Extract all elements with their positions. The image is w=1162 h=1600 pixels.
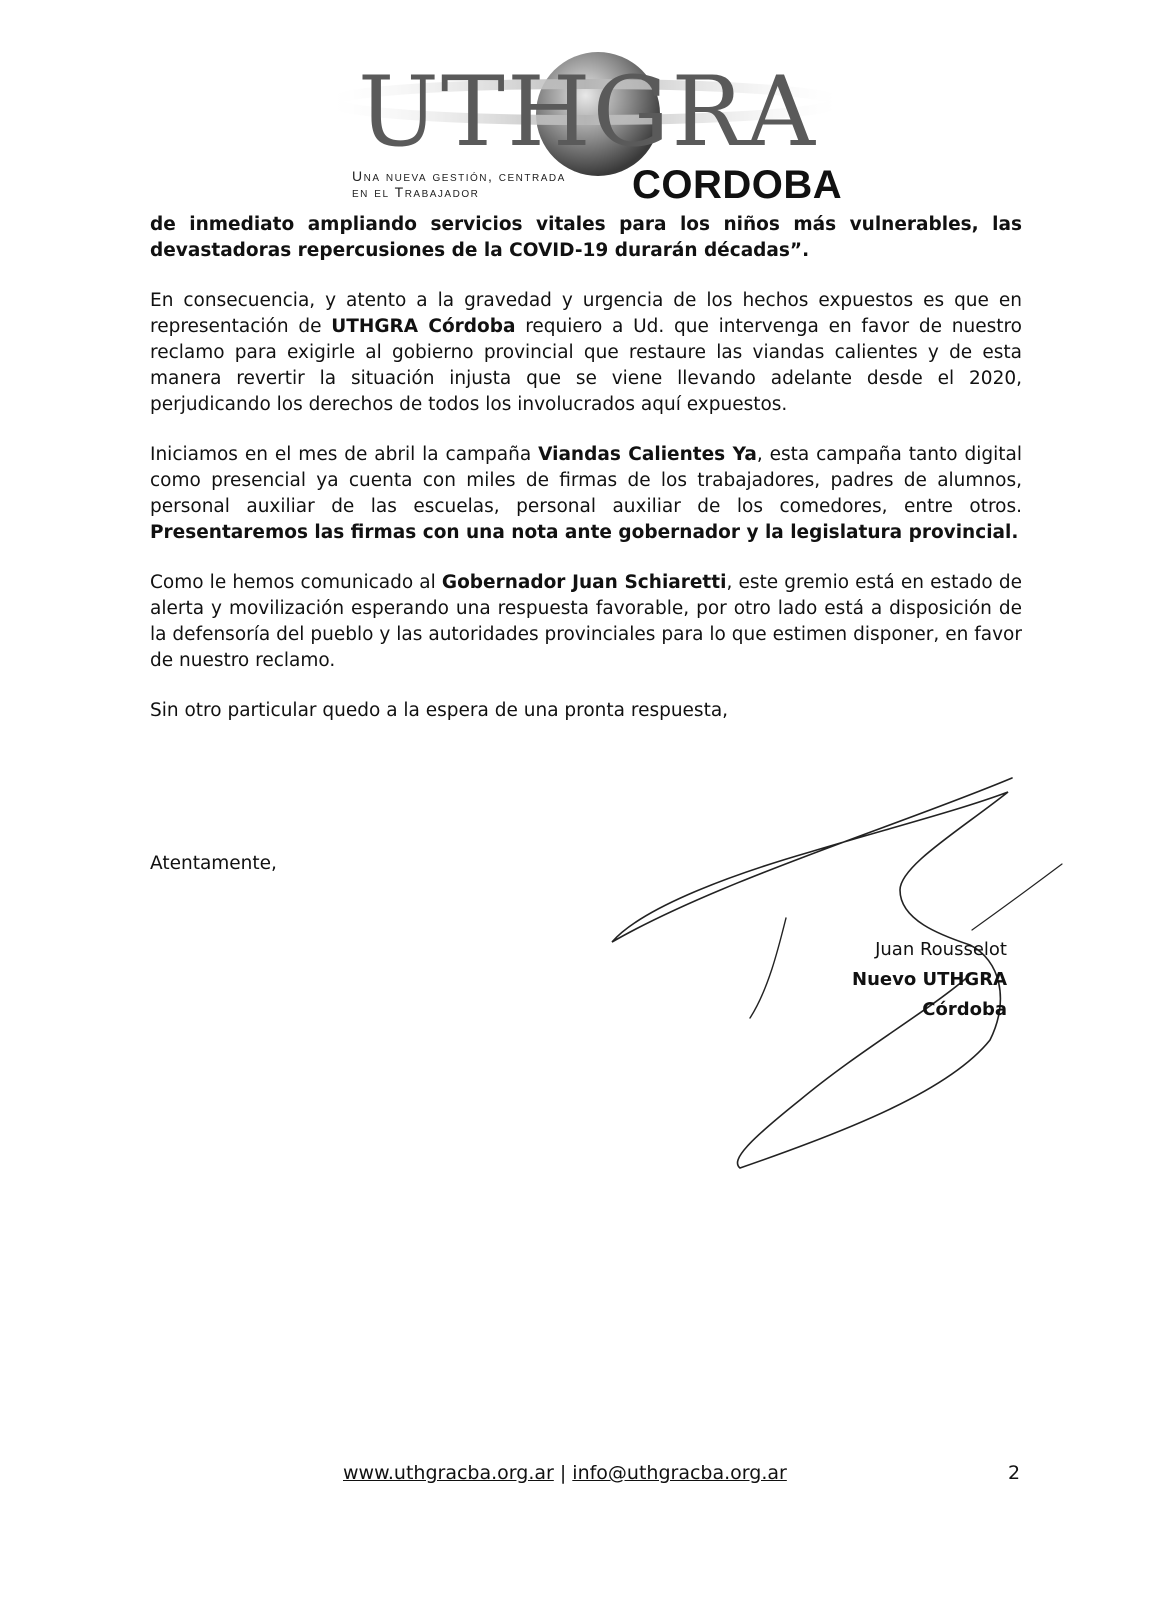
paragraph-4 xyxy=(150,570,1022,674)
signer-block xyxy=(775,935,1007,1025)
letter-body xyxy=(150,212,1022,748)
paragraph-3 xyxy=(150,442,1022,546)
p2-bold: UTHGRA Córdoba xyxy=(331,316,516,337)
p4-text-c: , este gremio está en estado de alerta y movilización esperando una respuesta favorable, por otro lado está a disposición de la defensoría del pueblo y las autoridades provinciales para lo que estimen disponer, en favor de nuestro reclamo. xyxy=(150,572,1022,671)
page-number: 2 xyxy=(1008,1462,1021,1484)
signer-name: Juan Rousselot xyxy=(875,939,1007,960)
paragraph-2 xyxy=(150,288,1022,418)
p3-bold-statement: Presentaremos las firmas con una nota ante gobernador y la legislatura provincial. xyxy=(150,522,1019,543)
slogan-line-1: Una nueva gestión, centrada xyxy=(352,168,566,184)
p4-text-a: Como le hemos comunicado al xyxy=(150,572,442,593)
p2-text-c: requiero a Ud. que intervenga en favor de nuestro reclamo para exigirle al gobierno provincial que restaure las viandas calientes y de esta manera revertir la situación injusta que se viene llevando adelante desde el 2020, perjudicando los derechos de todos los involucrados aquí expuestos. xyxy=(150,316,1022,415)
logo-wordmark: UTHGRA xyxy=(358,56,817,168)
slogan-line-2: en el Trabajador xyxy=(352,184,480,200)
signer-organization: Nuevo UTHGRA Córdoba xyxy=(852,969,1007,1020)
paragraph-1: de inmediato ampliando servicios vitales para los niños más vulnerables, las devastadoras repercusiones de la COVID-19 durarán décadas”. xyxy=(150,214,1022,261)
logo-city: CORDOBA xyxy=(632,163,843,207)
paragraph-5: Sin otro particular quedo a la espera de una pronta respuesta, xyxy=(150,700,729,721)
uthgra-logo xyxy=(330,50,850,210)
footer xyxy=(343,1462,787,1484)
p2-text-a: En consecuencia, y atento a la gravedad y urgencia de los hechos expuestos es que en representación de xyxy=(150,290,1022,337)
footer-separator: | xyxy=(553,1462,573,1484)
p3-text-a: Iniciamos en el mes de abril la campaña xyxy=(150,444,539,465)
p3-bold-campaign: Viandas Calientes Ya xyxy=(538,444,757,465)
logo-slogan xyxy=(352,168,652,200)
website-link[interactable]: www.uthgracba.org.ar xyxy=(343,1462,554,1484)
p3-text-c: , esta campaña tanto digital como presencial ya cuenta con miles de firmas de los trabajadores, padres de alumnos, personal auxiliar de las escuelas, personal auxiliar de los comedores, entre otros. xyxy=(150,444,1022,517)
closing-line: Atentamente, xyxy=(150,853,277,874)
p4-bold-governor: Gobernador Juan Schiaretti xyxy=(441,572,727,593)
email-link[interactable]: info@uthgracba.org.ar xyxy=(572,1462,787,1484)
